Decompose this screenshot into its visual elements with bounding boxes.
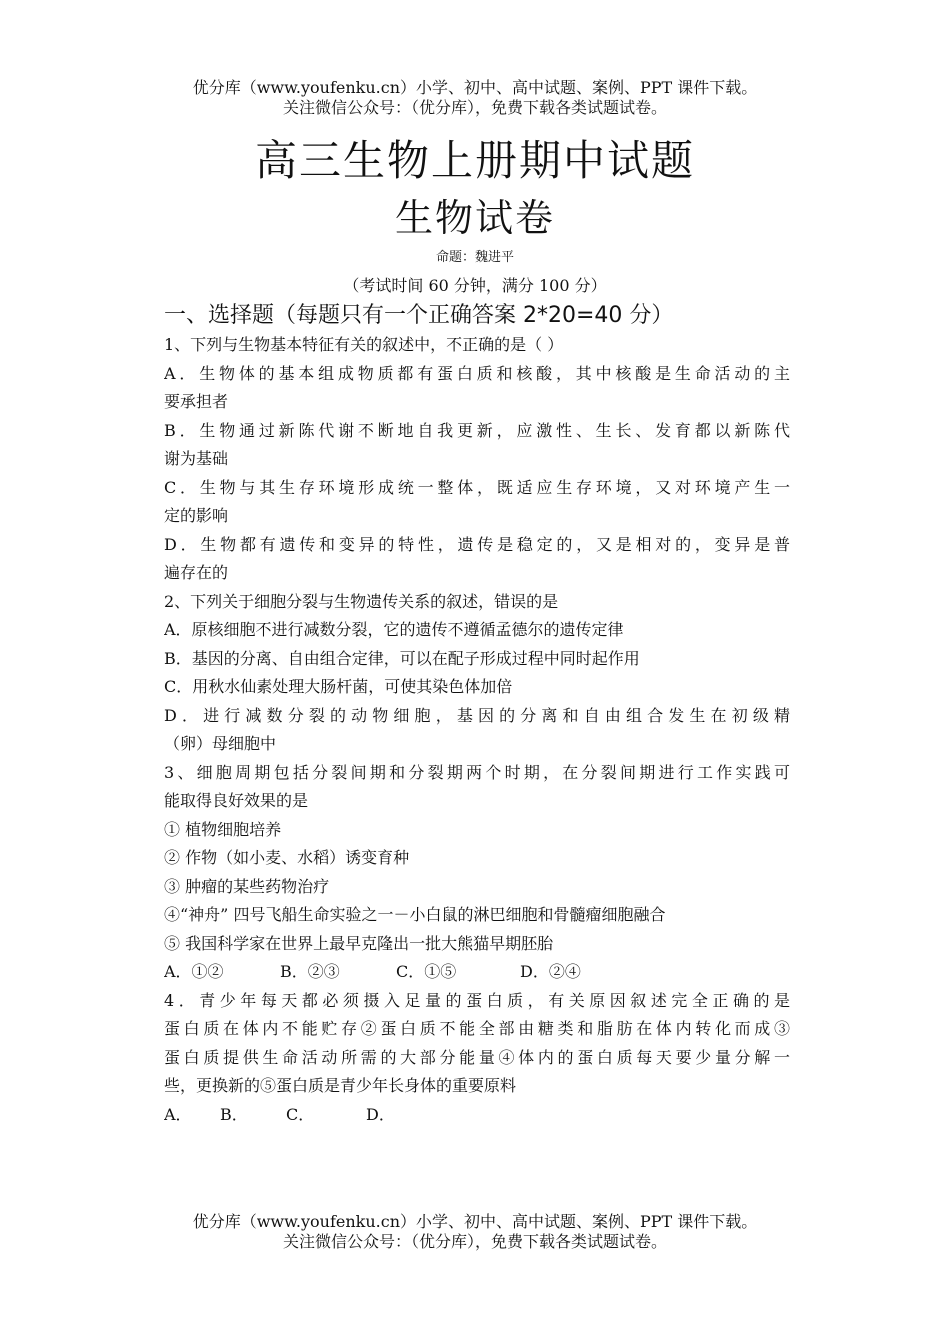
q1-option-d-cont: 遍存在的 [164,563,229,582]
footer-line-2: 关注微信公众号：（优分库），免费下载各类试题试卷。 [282,1232,667,1251]
q3-item-4: ④“神舟” 四号飞船生命实验之一－小白鼠的淋巴细胞和骨髓瘤细胞融合 [164,905,666,924]
q3-option-a: A．①② [164,962,224,981]
header-line-2: 关注微信公众号：（优分库），免费下载各类试题试卷。 [282,98,667,117]
page-title: 高三生物上册期中试题 [254,136,695,185]
q2-option-c: C．用秋水仙素处理大肠杆菌，可使其染色体加倍 [164,677,513,696]
q3-options [164,958,790,987]
q2-option-a: A．原核细胞不进行减数分裂，它的遗传不遵循孟德尔的遗传定律 [164,620,624,639]
q3-item-1: ① 植物细胞培养 [164,819,282,839]
q4-option-b: B． [220,1104,248,1124]
q3-item-5: ⑤ 我国科学家在世界上最早克隆出一批大熊猫早期胚胎 [164,933,554,953]
q2-option-d: D．进行减数分裂的动物细胞，基因的分离和自由组合发生在初级精 [164,705,790,725]
exam-info: （考试时间 60 分钟，满分 100 分） [343,276,607,295]
q1-option-a-cont: 要承担者 [164,392,229,411]
q3-item-3: ③ 肿瘤的某些药物治疗 [164,876,330,896]
q2-option-b: B．基因的分离、自由组合定律，可以在配子形成过程中同时起作用 [164,648,640,668]
q1-option-b: B．生物通过新陈代谢不断地自我更新，应激性、生长、发育都以新陈代 [164,420,790,440]
q2-stem: 2、下列关于细胞分裂与生物遗传关系的叙述，错误的是 [164,591,559,611]
question-list [164,331,790,1129]
q4-stem-4: 些，更换新的⑤蛋白质是青少年长身体的重要原料 [164,1076,517,1095]
q1-stem: 1、下列与生物基本特征有关的叙述中，不正确的是（ ） [164,335,564,354]
author-line: 命题：魏进平 [435,250,514,265]
footer-line-1: 优分库（www.youfenku.cn）小学、初中、高中试题、案例、PPT 课件下载。 [192,1212,758,1231]
q3-stem: 3、细胞周期包括分裂间期和分裂期两个时期，在分裂间期进行工作实践可 [164,762,790,782]
q3-option-c: C．①⑤ [396,962,457,981]
q1-option-d: D．生物都有遗传和变异的特性，遗传是稳定的，又是相对的，变异是普 [164,534,790,554]
q3-stem-cont: 能取得良好效果的是 [164,791,309,810]
q1-option-c: C．生物与其生存环境形成统一整体，既适应生存环境，又对环境产生一 [164,477,790,497]
q1-option-b-cont: 谢为基础 [164,449,229,468]
q1-option-a: A．生物体的基本组成物质都有蛋白质和核酸，其中核酸是生命活动的主 [164,363,790,383]
q4-stem-2: 蛋白质在体内不能贮存②蛋白质不能全部由糖类和脂肪在体内转化而成③ [164,1019,790,1038]
header-line-1: 优分库（www.youfenku.cn）小学、初中、高中试题、案例、PPT 课件下载。 [192,78,758,97]
q1-option-c-cont: 定的影响 [164,506,229,525]
q3-option-d: D．②④ [520,962,581,981]
q3-item-2: ② 作物（如小麦、水稻）诱变育种 [164,848,410,867]
q4-option-d: D． [366,1104,395,1124]
page-subtitle: 生物试卷 [394,196,555,240]
q4-options [164,1101,790,1130]
q4-option-a: A． [164,1104,192,1124]
section-heading: 一、选择题（每题只有一个正确答案 2*20=40 分） [164,303,674,328]
q4-stem: 4．青少年每天都必须摄入足量的蛋白质，有关原因叙述完全正确的是 [164,990,790,1010]
q4-option-c: C． [286,1104,315,1124]
q3-option-b: B．②③ [280,962,340,981]
q4-stem-3: 蛋白质提供生命活动所需的大部分能量④体内的蛋白质每天要少量分解一 [164,1047,790,1067]
q2-option-d-cont: （卵）母细胞中 [164,734,277,753]
